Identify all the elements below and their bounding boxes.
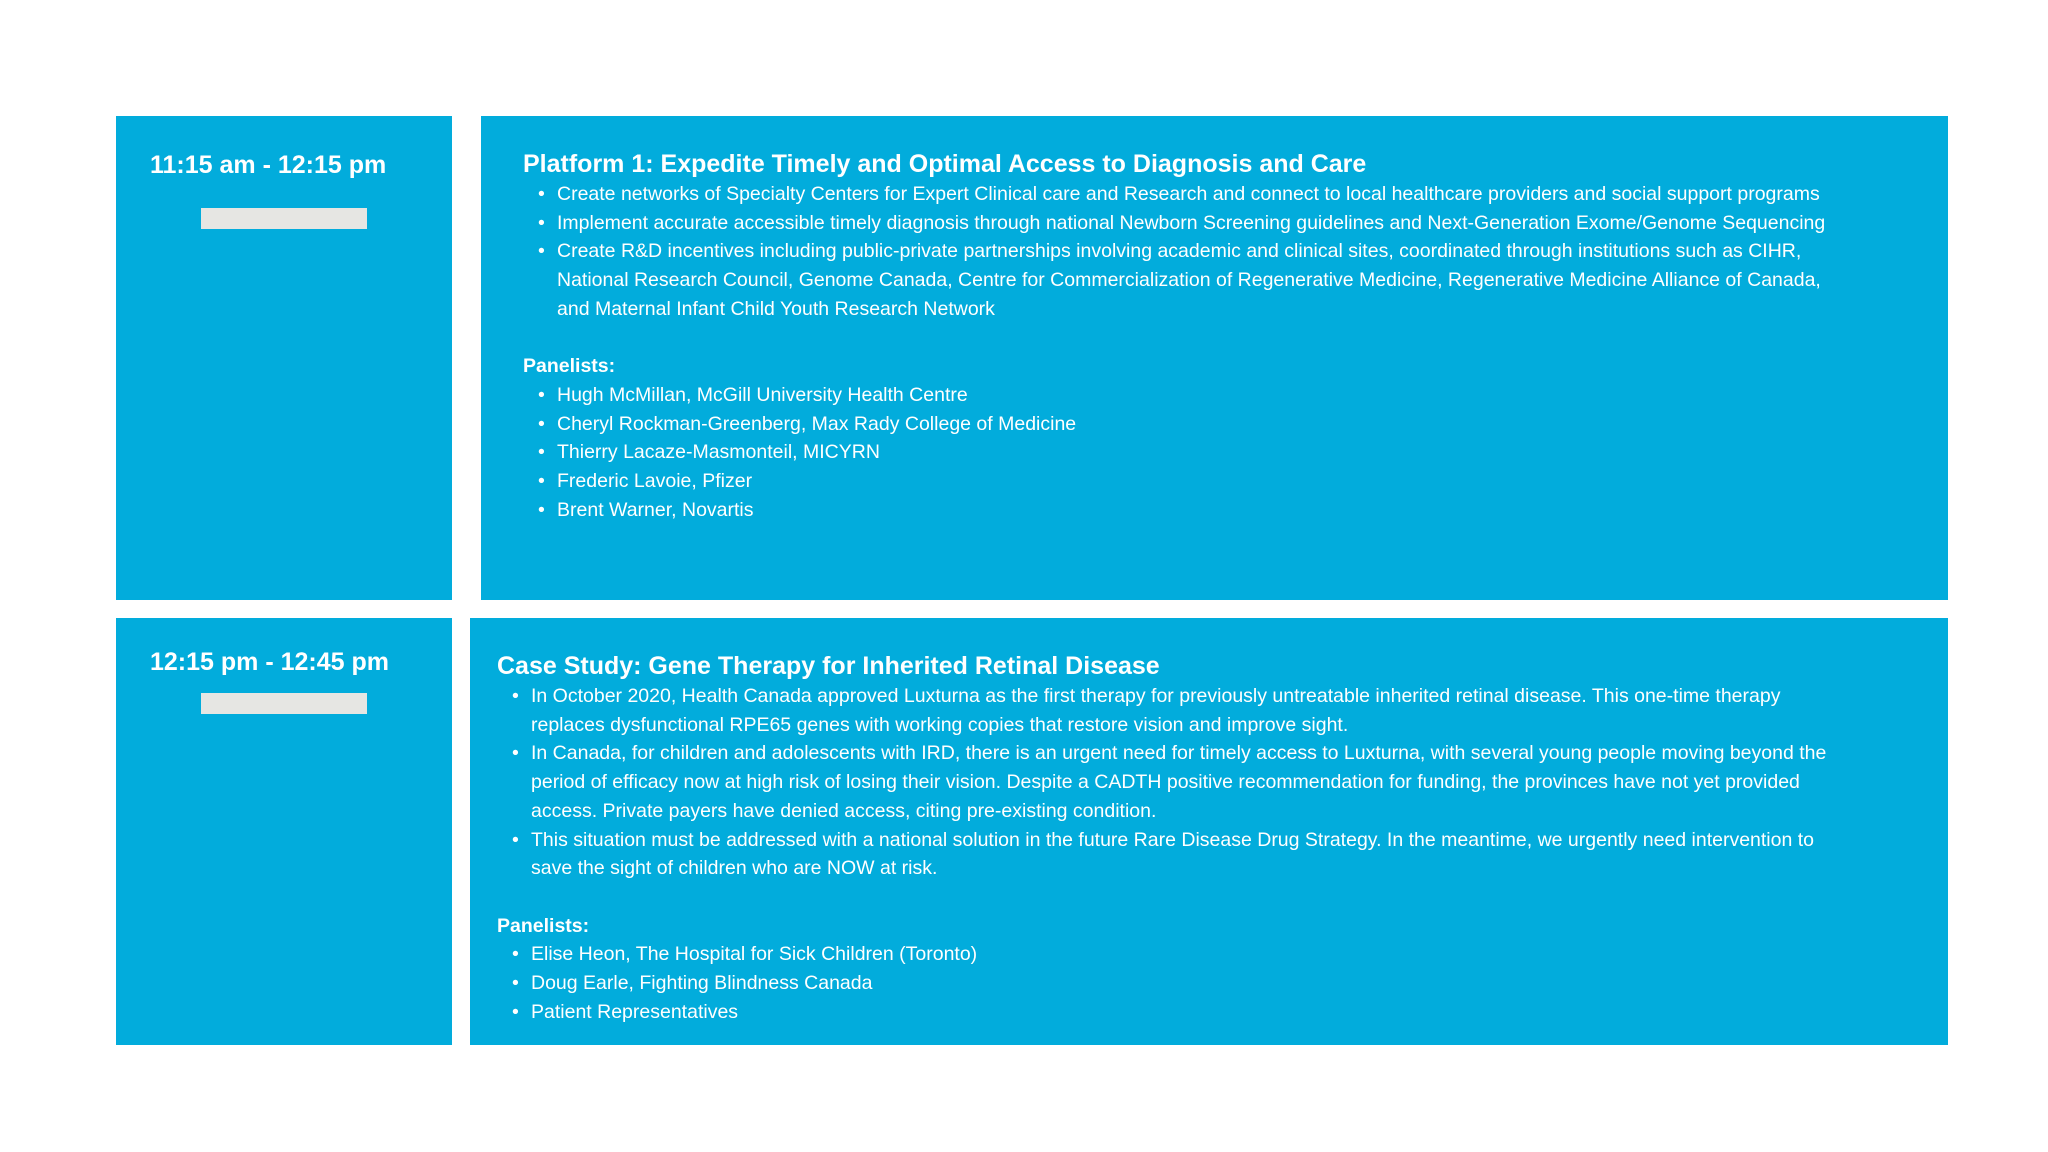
session-1-title: Platform 1: Expedite Timely and Optimal Access to Diagnosis and Care (523, 150, 1367, 178)
session-2-content (497, 650, 1858, 1026)
session-1-panelists-heading: Panelists: (523, 355, 616, 378)
session-1-panelist: • Cheryl Rockman-Greenberg, Max Rady College of Medicine (523, 410, 1858, 439)
session-1-time-bar (201, 208, 367, 229)
session-1-panelist: • Hugh McMillan, McGill University Health Centre (523, 381, 1858, 410)
session-2-bullets (497, 682, 1858, 883)
session-2-bullet: • In Canada, for children and adolescents with IRD, there is an urgent need for timely access to Luxturna, with several young people moving beyond the period of efficacy now at high risk of losing their vision. Despite a CADTH positive recommendation for funding, the provinces have not yet provided access. Private payers have denied access, citing pre-existing condition. (497, 739, 1858, 825)
session-1-bullets (523, 180, 1858, 324)
session-2-panelist: • Doug Earle, Fighting Blindness Canada (497, 969, 1858, 998)
session-1-content-panel (481, 116, 1948, 600)
session-1-panelist: • Thierry Lacaze-Masmonteil, MICYRN (523, 438, 1858, 467)
session-1-panelists (523, 381, 1858, 525)
session-2-bullet: • This situation must be addressed with a national solution in the future Rare Disease Drug Strategy. In the meantime, we urgently need intervention to save the sight of children who are NOW at risk. (497, 826, 1858, 883)
session-1-panelist: • Brent Warner, Novartis (523, 496, 1858, 525)
session-1-bullet: • Create networks of Specialty Centers for Expert Clinical care and Research and connect to local healthcare providers and social support programs (523, 180, 1858, 209)
session-2-panelist: • Elise Heon, The Hospital for Sick Children (Toronto) (497, 940, 1858, 969)
session-1-content (523, 148, 1858, 524)
session-1-time: 11:15 am - 12:15 pm (150, 151, 387, 179)
session-2-content-panel (470, 618, 1948, 1045)
session-1-panelist: • Frederic Lavoie, Pfizer (523, 467, 1858, 496)
session-2-panelists (497, 940, 1858, 1026)
session-2-time: 12:15 pm - 12:45 pm (150, 648, 389, 676)
session-2-title: Case Study: Gene Therapy for Inherited Retinal Disease (497, 652, 1160, 680)
session-2-time-panel (116, 618, 452, 1045)
session-1-bullet: • Implement accurate accessible timely diagnosis through national Newborn Screening guidelines and Next-Generation Exome/Genome Sequencing (523, 209, 1858, 238)
session-1-bullet: • Create R&D incentives including public-private partnerships involving academic and clinical sites, coordinated through institutions such as CIHR, National Research Council, Genome Canada, Centre for Commercialization of Regenerative Medicine, Regenerative Medicine Alliance of Canada, and Maternal Infant Child Youth Research Network (523, 237, 1858, 323)
session-1-time-panel (116, 116, 452, 600)
session-2-bullet: • In October 2020, Health Canada approved Luxturna as the first therapy for previously untreatable inherited retinal disease. This one-time therapy replaces dysfunctional RPE65 genes with working copies that restore vision and improve sight. (497, 682, 1858, 739)
session-2-panelist: • Patient Representatives (497, 998, 1858, 1027)
session-2-time-bar (201, 693, 367, 714)
session-2-panelists-heading: Panelists: (497, 914, 590, 937)
